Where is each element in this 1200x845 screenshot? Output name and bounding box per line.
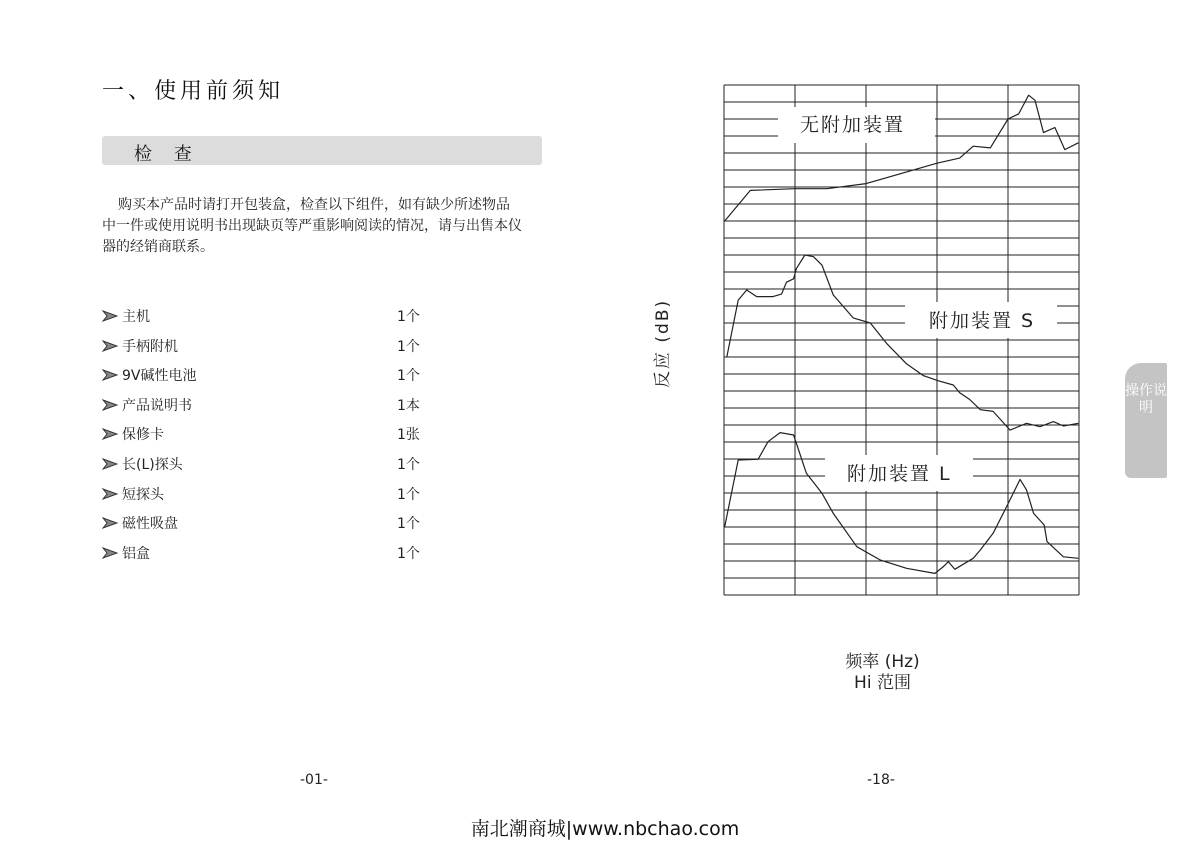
item-name: 铝盒 (122, 545, 150, 562)
series-label-2: 附加装置 S (929, 310, 1036, 332)
series-line-2 (727, 255, 1079, 430)
item-quantity: 1个 (397, 309, 420, 325)
item-quantity: 1个 (397, 368, 420, 385)
item-quantity: 1个 (397, 457, 420, 473)
item-quantity: 1个 (397, 486, 420, 503)
item-quantity: 1个 (397, 516, 420, 533)
item-name: 手柄附机 (122, 338, 178, 355)
series-label-3: 附加装置 L (847, 463, 952, 485)
y-axis-label-text: 反应 (dB) (653, 298, 673, 388)
item-name: 产品说明书 (122, 397, 192, 414)
section-title: 检 查 (134, 144, 200, 165)
item-name: 主机 (122, 309, 150, 325)
intro-text: 购买本产品时请打开包装盒，检查以下组件，如有缺少所述物品中一件或使用说明书出现缺页等严重影响阅读的情况，请与出售本仪器的经销商联系。 (102, 197, 522, 255)
footer-watermark: 南北潮商城|www.nbchao.com (470, 818, 740, 840)
item-quantity: 1个 (397, 338, 420, 355)
page-number-left: -01- (300, 772, 328, 788)
item-name: 长(L)探头 (122, 457, 183, 473)
x-axis-sublabel: Hi 范围 (854, 673, 911, 693)
item-name: 9V碱性电池 (122, 368, 197, 385)
series-line-3 (725, 433, 1079, 574)
item-quantity: 1个 (397, 545, 420, 562)
item-name: 保修卡 (122, 427, 164, 444)
series-label-1: 无附加装置 (800, 114, 906, 136)
page-title: 一、使用前须知 (102, 79, 285, 104)
item-quantity: 1张 (397, 427, 420, 444)
x-axis-label-text: 频率 (Hz) (845, 652, 920, 672)
item-name: 磁性吸盘 (122, 516, 178, 533)
page-number-right: -18- (867, 772, 895, 788)
item-name: 短探头 (122, 486, 164, 503)
side-tab-operation[interactable] (1125, 363, 1167, 478)
item-quantity: 1本 (397, 397, 420, 414)
side-tab-label: 操作说明 (1125, 383, 1167, 416)
